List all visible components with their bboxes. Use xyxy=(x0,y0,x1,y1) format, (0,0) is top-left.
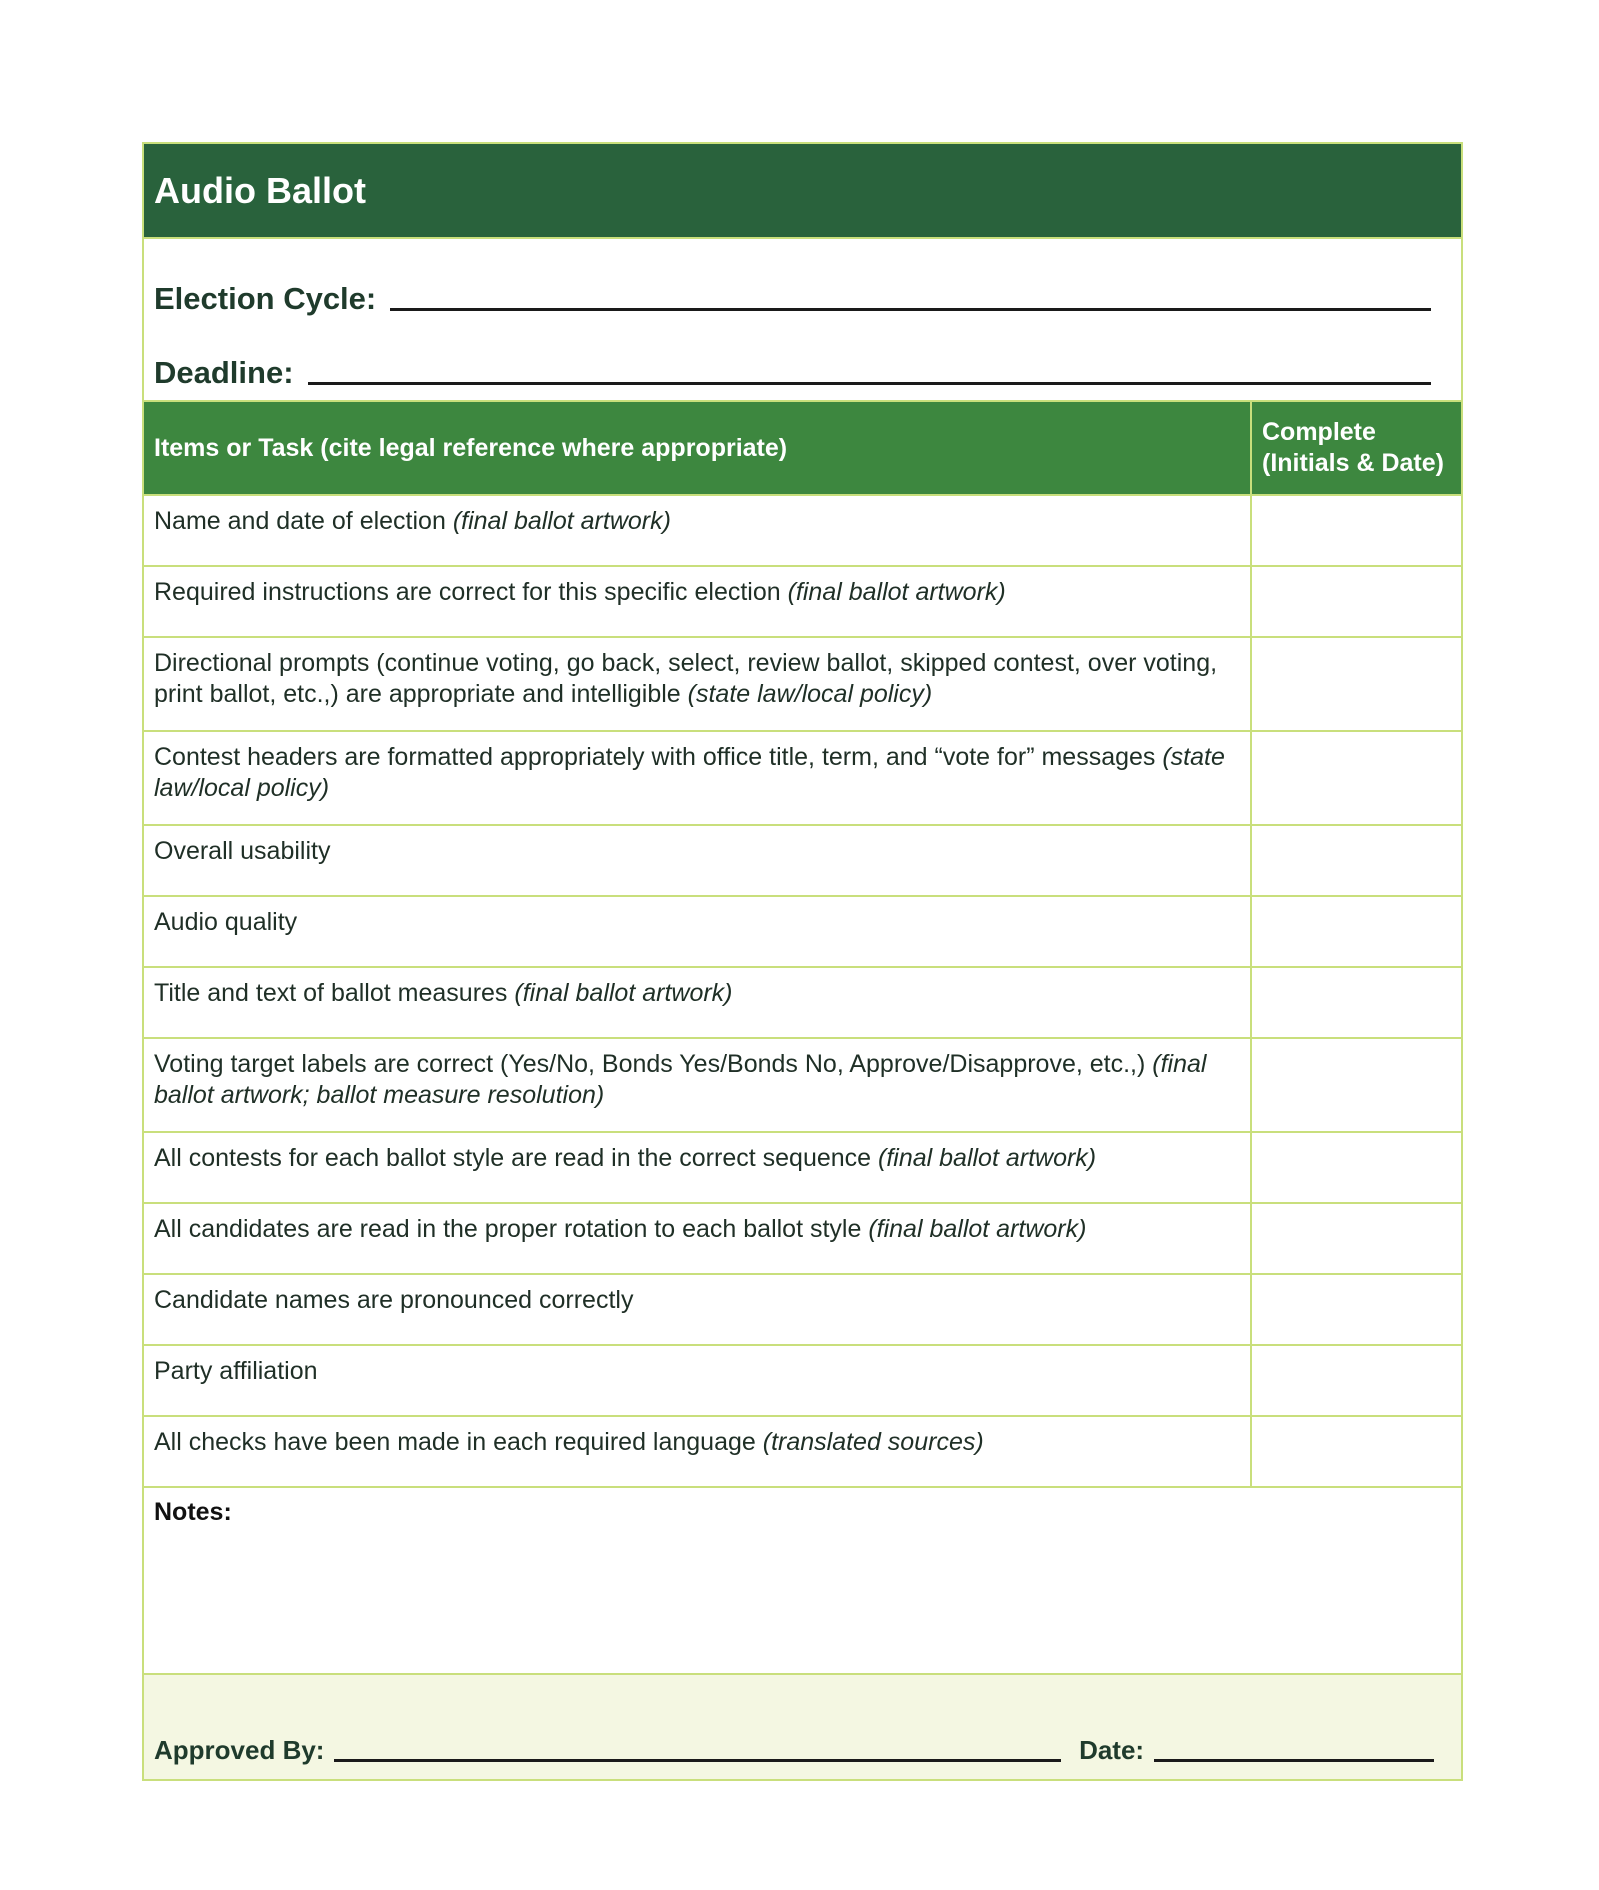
table-row xyxy=(144,1416,1461,1487)
task-text: Overall usability xyxy=(154,837,331,865)
table-row xyxy=(144,1345,1461,1416)
task-text: All candidates are read in the proper rotation to each ballot style xyxy=(154,1215,869,1243)
task-text: All checks have been made in each required language xyxy=(154,1428,763,1456)
task-cell xyxy=(144,1203,1251,1274)
complete-cell[interactable] xyxy=(1251,495,1461,566)
approved-by-field[interactable] xyxy=(334,1759,1061,1762)
task-reference: (final ballot artwork; ballot measure resolution) xyxy=(154,1050,1207,1109)
deadline-label: Deadline: xyxy=(154,355,294,390)
form-title: Audio Ballot xyxy=(154,169,366,211)
task-cell xyxy=(144,1345,1251,1416)
title-bar xyxy=(144,144,1461,239)
table-header-row xyxy=(144,402,1461,495)
table-row xyxy=(144,1203,1461,1274)
checklist-form xyxy=(142,142,1463,1781)
complete-cell[interactable] xyxy=(1251,1038,1461,1132)
complete-cell[interactable] xyxy=(1251,896,1461,967)
complete-cell[interactable] xyxy=(1251,967,1461,1038)
task-text: All contests for each ballot style are read in the correct sequence xyxy=(154,1144,878,1172)
task-reference: (state law/local policy) xyxy=(687,680,933,708)
task-cell xyxy=(144,1132,1251,1203)
approved-by-label: Approved By: xyxy=(154,1735,325,1765)
date-field[interactable] xyxy=(1154,1759,1434,1762)
task-text: Party affiliation xyxy=(154,1357,318,1385)
election-cycle-field[interactable] xyxy=(390,308,1431,311)
task-cell xyxy=(144,1274,1251,1345)
task-text: Voting target labels are correct (Yes/No, Bonds Yes/Bonds No, Approve/Disapprove, etc.,) xyxy=(154,1050,1153,1078)
task-cell xyxy=(144,566,1251,637)
complete-cell[interactable] xyxy=(1251,566,1461,637)
approval-footer xyxy=(144,1675,1461,1779)
complete-cell[interactable] xyxy=(1251,1345,1461,1416)
date-label: Date: xyxy=(1079,1735,1145,1765)
task-reference: (final ballot artwork) xyxy=(868,1215,1087,1243)
complete-cell[interactable] xyxy=(1251,731,1461,825)
task-cell xyxy=(144,1038,1251,1132)
complete-cell[interactable] xyxy=(1251,1274,1461,1345)
task-cell xyxy=(144,731,1251,825)
form-meta xyxy=(144,239,1461,402)
table-row xyxy=(144,896,1461,967)
table-row xyxy=(144,566,1461,637)
task-text: Contest headers are formatted appropriately with office title, term, and “vote for” messages xyxy=(154,743,1163,771)
task-text: Name and date of election xyxy=(154,507,453,535)
complete-column-header: Complete (Initials & Date) xyxy=(1251,402,1461,495)
notes-area[interactable] xyxy=(144,1488,1461,1675)
complete-cell[interactable] xyxy=(1251,825,1461,896)
complete-cell[interactable] xyxy=(1251,1132,1461,1203)
table-row xyxy=(144,637,1461,731)
table-row xyxy=(144,1274,1461,1345)
table-row xyxy=(144,495,1461,566)
task-reference: (final ballot artwork) xyxy=(452,507,671,535)
task-reference: (translated sources) xyxy=(762,1428,984,1456)
task-reference: (final ballot artwork) xyxy=(514,979,733,1007)
election-cycle-label: Election Cycle: xyxy=(154,281,377,316)
task-reference: (final ballot artwork) xyxy=(787,578,1006,606)
task-cell xyxy=(144,896,1251,967)
task-cell xyxy=(144,967,1251,1038)
election-cycle-row xyxy=(154,273,1431,317)
deadline-field[interactable] xyxy=(308,382,1431,385)
task-cell xyxy=(144,495,1251,566)
complete-cell[interactable] xyxy=(1251,1416,1461,1487)
task-text: Audio quality xyxy=(154,908,298,936)
table-row xyxy=(144,731,1461,825)
table-row xyxy=(144,967,1461,1038)
task-reference: (state law/local policy) xyxy=(154,743,1225,802)
complete-cell[interactable] xyxy=(1251,1203,1461,1274)
table-row xyxy=(144,825,1461,896)
task-reference: (final ballot artwork) xyxy=(878,1144,1097,1172)
table-row xyxy=(144,1038,1461,1132)
table-row xyxy=(144,1132,1461,1203)
task-text: Title and text of ballot measures xyxy=(154,979,515,1007)
task-cell xyxy=(144,637,1251,731)
approval-row xyxy=(154,1735,1434,1766)
task-cell xyxy=(144,825,1251,896)
task-table xyxy=(144,402,1461,1488)
complete-cell[interactable] xyxy=(1251,637,1461,731)
notes-label: Notes: xyxy=(154,1498,232,1526)
task-cell xyxy=(144,1416,1251,1487)
task-text: Candidate names are pronounced correctly xyxy=(154,1286,634,1314)
deadline-row xyxy=(154,347,1431,391)
task-text: Required instructions are correct for this specific election xyxy=(154,578,788,606)
items-column-header: Items or Task (cite legal reference where appropriate) xyxy=(144,402,1251,495)
task-text: Directional prompts (continue voting, go back, select, review ballot, skipped contest, over voting, print ballot, etc.,) are appropriate and intelligible xyxy=(154,649,1218,708)
